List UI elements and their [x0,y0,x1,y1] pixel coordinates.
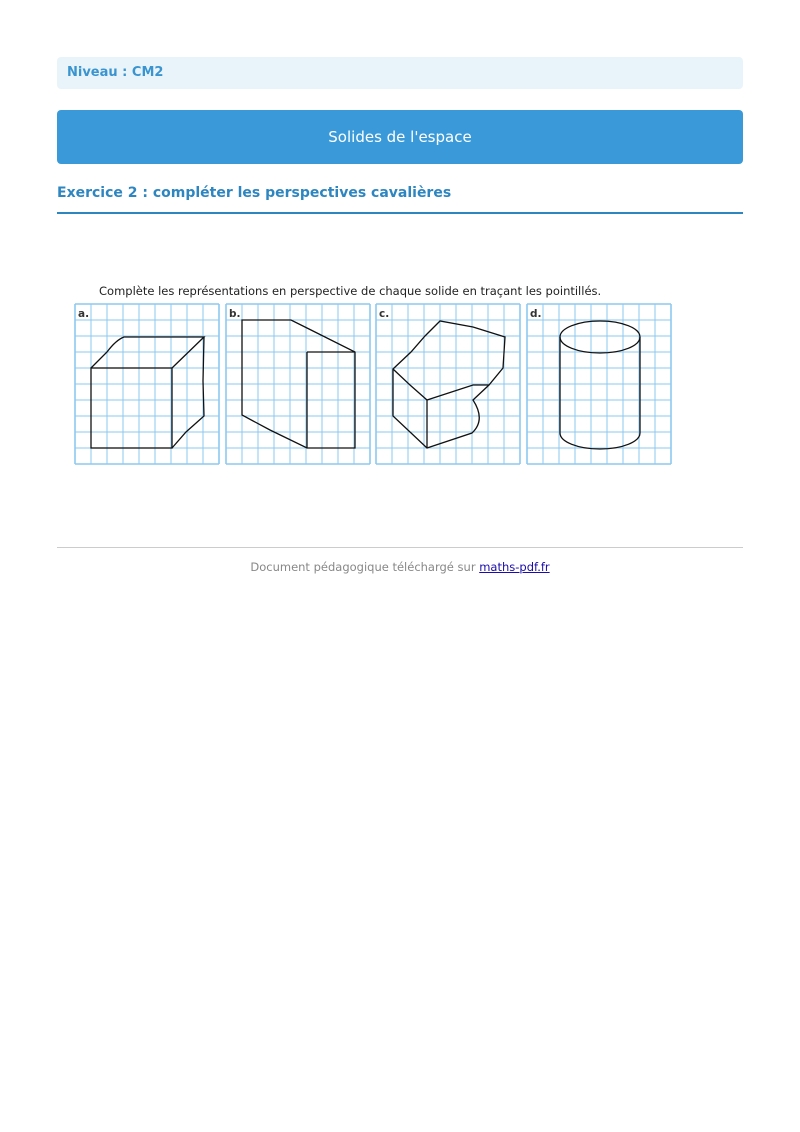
footer [0,560,800,574]
footer-link[interactable]: maths-pdf.fr [479,560,550,574]
panel-d [527,304,671,464]
grid-a [75,304,219,464]
panel-label-b: b. [229,308,241,320]
level-label: Niveau : CM2 [67,65,164,80]
grid-b [226,304,370,464]
footer-divider [57,547,743,548]
page-title: Solides de l'espace [328,128,472,146]
grid-c [376,304,520,464]
panel-label-d: d. [530,308,542,320]
panel-b [226,304,370,464]
cylinder-solid [560,321,640,449]
panel-label-c: c. [379,308,390,320]
grid-d [527,304,671,464]
footer-text: Document pédagogique téléchargé sur [250,560,476,574]
panel-label-a: a. [78,308,90,320]
exercise-instruction: Complète les représentations en perspective de chaque solide en traçant les pointillés. [99,284,602,298]
exercise-title: Exercice 2 : compléter les perspectives cavalières [57,185,452,201]
panel-c [376,304,520,464]
exercise-figure [0,0,800,520]
panel-a [75,304,219,464]
